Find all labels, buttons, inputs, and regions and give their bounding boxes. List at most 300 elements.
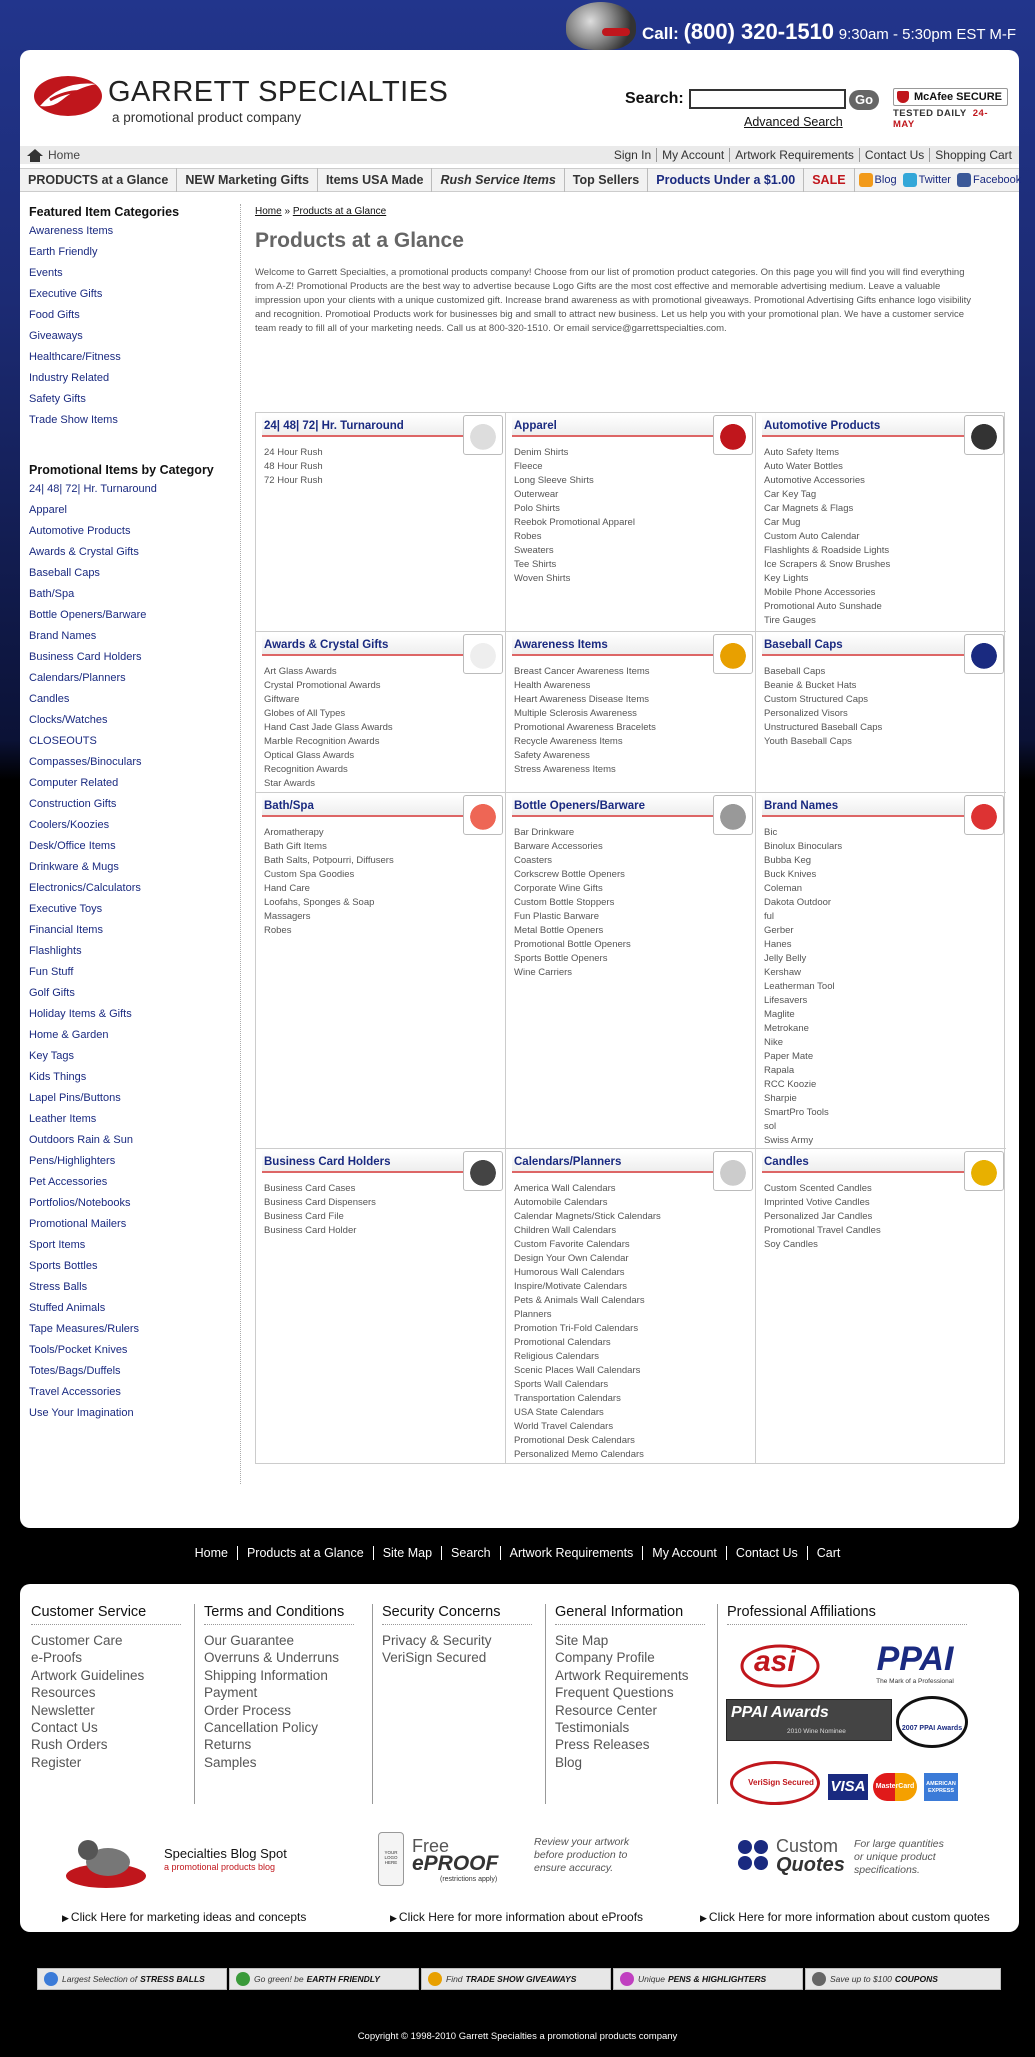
sidebar-item-home-garden[interactable]: Home & Garden xyxy=(29,1029,109,1041)
sidebar-item-totes-bags-duffels[interactable]: Totes/Bags/Duffels xyxy=(29,1365,121,1377)
affiliations-column xyxy=(727,1604,967,1633)
category-item-link[interactable]: Business Card File xyxy=(264,1211,344,1222)
category-item-link[interactable]: Sports Bottle Openers xyxy=(514,953,608,964)
sidebar-item-closeouts[interactable]: CLOSEOUTS xyxy=(29,735,97,747)
logo-subtitle: a promotional product company xyxy=(112,110,302,125)
category-item-link[interactable]: 72 Hour Rush xyxy=(264,475,323,486)
asi-text: asi xyxy=(754,1645,796,1678)
category-item-link[interactable]: Dakota Outdoor xyxy=(764,897,832,908)
footer-column-separator xyxy=(194,1604,195,1804)
sidebar-item-coolers-koozies[interactable]: Coolers/Koozies xyxy=(29,819,110,831)
footer-link-payment[interactable]: Payment xyxy=(204,1685,258,1701)
category-item-link[interactable]: Long Sleeve Shirts xyxy=(514,475,594,486)
category-item-link[interactable]: ful xyxy=(764,911,775,922)
footer-link-order-process[interactable]: Order Process xyxy=(204,1702,292,1718)
sidebar-item-financial-items[interactable]: Financial Items xyxy=(29,924,103,936)
category-item-link[interactable]: Flashlights & Roadside Lights xyxy=(764,545,890,556)
category-item-link[interactable]: Loofahs, Sponges & Soap xyxy=(264,897,375,908)
category-card-title[interactable]: Awareness Items xyxy=(512,634,749,656)
nav-under-a-dollar[interactable]: Products Under a $1.00 xyxy=(648,168,804,192)
footer-link-overruns-underruns[interactable]: Overruns & Underruns xyxy=(204,1650,340,1666)
category-item-link[interactable]: Coasters xyxy=(514,855,553,866)
footer-link-site-map[interactable]: Site Map xyxy=(555,1633,609,1648)
footer-nav-cart[interactable]: Cart xyxy=(807,1546,850,1560)
category-item-link[interactable]: Auto Water Bottles xyxy=(764,461,843,472)
category-card xyxy=(256,413,506,632)
category-item-link[interactable]: Coleman xyxy=(764,883,803,894)
category-item-link[interactable]: Promotional Awareness Bracelets xyxy=(514,722,656,733)
category-item-link[interactable]: Sharpie xyxy=(764,1093,797,1104)
home-icon xyxy=(26,149,44,162)
category-item-link[interactable]: Business Card Cases xyxy=(264,1183,356,1194)
sidebar-item-travel-accessories[interactable]: Travel Accessories xyxy=(29,1386,121,1398)
category-item-link[interactable]: Imprinted Votive Candles xyxy=(764,1197,870,1208)
search-go-button[interactable]: Go xyxy=(849,90,879,110)
sidebar-item-baseball-caps[interactable]: Baseball Caps xyxy=(29,567,100,579)
category-item-link[interactable]: Transportation Calendars xyxy=(514,1393,621,1404)
ribbons-thumb[interactable] xyxy=(713,634,753,674)
category-item-link[interactable]: Automobile Calendars xyxy=(514,1197,608,1208)
category-item-link[interactable]: Ice Scrapers & Snow Brushes xyxy=(764,559,891,570)
category-item-link[interactable]: Corkscrew Bottle Openers xyxy=(514,869,625,880)
mastercard-logo: MasterCard xyxy=(873,1773,917,1801)
sidebar-item-golf-gifts[interactable]: Golf Gifts xyxy=(29,987,75,999)
category-item-link[interactable]: Crystal Promotional Awards xyxy=(264,680,381,691)
sidebar-item-tape-measures-rulers[interactable]: Tape Measures/Rulers xyxy=(29,1323,140,1335)
category-item-link[interactable]: Maglite xyxy=(764,1009,795,1020)
sidebar-item-safety-gifts[interactable]: Safety Gifts xyxy=(29,393,86,405)
category-item-link[interactable]: Tee Shirts xyxy=(514,559,557,570)
category-item-link[interactable]: Business Card Dispensers xyxy=(264,1197,376,1208)
ppai-2007-badge[interactable] xyxy=(896,1696,968,1748)
category-item-link[interactable]: Bar Drinkware xyxy=(514,827,575,838)
category-card-title[interactable]: Automotive Products xyxy=(762,415,1000,437)
sidebar-item-leather-items[interactable]: Leather Items xyxy=(29,1113,97,1125)
sidebar-item-flashlights[interactable]: Flashlights xyxy=(29,945,82,957)
asi-logo[interactable] xyxy=(740,1642,832,1690)
content-area xyxy=(255,206,1005,336)
category-item-link[interactable]: Barware Accessories xyxy=(514,841,603,852)
footer-link-newsletter[interactable]: Newsletter xyxy=(31,1702,95,1718)
footer-link-contact-us[interactable]: Contact Us xyxy=(31,1719,98,1735)
home-link[interactable] xyxy=(26,148,80,162)
sidebar-item-lapel-pins-buttons[interactable]: Lapel Pins/Buttons xyxy=(29,1092,121,1104)
category-item-link[interactable]: Religious Calendars xyxy=(514,1351,600,1362)
sidebar-item-sport-items[interactable]: Sport Items xyxy=(29,1239,86,1251)
sidebar-item-fun-stuff[interactable]: Fun Stuff xyxy=(29,966,74,978)
category-item-link[interactable]: Bath Salts, Potpourri, Diffusers xyxy=(264,855,394,866)
category-item-link[interactable]: sol xyxy=(764,1121,777,1132)
category-item-link[interactable]: Outerwear xyxy=(514,489,559,500)
facebook-link[interactable] xyxy=(957,173,1021,187)
footer-link-customer-care[interactable]: Customer Care xyxy=(31,1633,123,1648)
util-link-my-account[interactable]: My Account xyxy=(656,148,729,162)
sidebar-item-use-your-imagination[interactable]: Use Your Imagination xyxy=(29,1407,134,1419)
blog-promo[interactable] xyxy=(64,1832,304,1892)
category-item-link[interactable]: Leatherman Tool xyxy=(764,981,835,992)
category-item-link[interactable]: Health Awareness xyxy=(514,680,591,691)
footer-link-company-profile[interactable]: Company Profile xyxy=(555,1650,655,1666)
footer-link-our-guarantee[interactable]: Our Guarantee xyxy=(204,1633,295,1648)
footer-link-resource-center[interactable]: Resource Center xyxy=(555,1702,658,1718)
eproof-promo[interactable] xyxy=(378,1832,678,1892)
utility-links xyxy=(609,148,1017,162)
blog-click-link[interactable]: ▶ Click Here for marketing ideas and concepts xyxy=(62,1910,306,1924)
sidebar-item-holiday-items-gifts[interactable]: Holiday Items & Gifts xyxy=(29,1008,132,1020)
category-item-link[interactable]: Business Card Holder xyxy=(264,1225,357,1236)
category-item-link[interactable]: Woven Shirts xyxy=(514,573,571,584)
verisign-badge[interactable] xyxy=(730,1761,820,1805)
category-item-link[interactable]: Mobile Phone Accessories xyxy=(764,587,876,598)
footer-link-artwork-guidelines[interactable]: Artwork Guidelines xyxy=(31,1667,145,1683)
category-item-link[interactable]: Car Mug xyxy=(764,517,801,528)
category-item-link[interactable]: Key Lights xyxy=(764,573,809,584)
footer-link-frequent-questions[interactable]: Frequent Questions xyxy=(555,1685,674,1701)
spa-thumb[interactable] xyxy=(463,795,503,835)
category-item-link[interactable]: Breast Cancer Awareness Items xyxy=(514,666,650,677)
advanced-search-link[interactable]: Advanced Search xyxy=(744,115,843,129)
sidebar-item-electronics-calculators[interactable]: Electronics/Calculators xyxy=(29,882,141,894)
category-item-link[interactable]: SmartPro Tools xyxy=(764,1107,829,1118)
footer-link-privacy-security[interactable]: Privacy & Security xyxy=(382,1633,492,1648)
nav-items-usa-made[interactable]: Items USA Made xyxy=(318,168,432,192)
footer-link-e-proofs[interactable]: e-Proofs xyxy=(31,1650,83,1666)
sidebar-item-awareness-items[interactable]: Awareness Items xyxy=(29,225,114,237)
category-item-link[interactable]: Fun Plastic Barware xyxy=(514,911,600,922)
search-input[interactable] xyxy=(689,89,846,109)
category-item-link[interactable]: Paper Mate xyxy=(764,1051,814,1062)
category-item-link[interactable]: Buck Knives xyxy=(764,869,817,880)
banner-coupons[interactable] xyxy=(805,1968,1001,1990)
category-item-link[interactable]: Unstructured Baseball Caps xyxy=(764,722,883,733)
category-item-link[interactable]: Jelly Belly xyxy=(764,953,807,964)
candle-thumb[interactable] xyxy=(964,1151,1004,1191)
category-item-link[interactable]: USA State Calendars xyxy=(514,1407,604,1418)
mcafee-badge[interactable] xyxy=(893,88,1008,130)
category-item-link[interactable]: Denim Shirts xyxy=(514,447,569,458)
footer-nav-my-account[interactable]: My Account xyxy=(642,1546,726,1560)
category-item-link[interactable]: Binolux Binoculars xyxy=(764,841,843,852)
category-card-items xyxy=(264,1183,505,1239)
category-item-link[interactable]: Custom Spa Goodies xyxy=(264,869,355,880)
category-item-link[interactable]: Design Your Own Calendar xyxy=(514,1253,629,1264)
category-item-link[interactable]: Youth Baseball Caps xyxy=(764,736,852,747)
sidebar-item-computer-related[interactable]: Computer Related xyxy=(29,777,119,789)
card-holder-thumb[interactable] xyxy=(463,1151,503,1191)
category-item-link[interactable]: Hand Cast Jade Glass Awards xyxy=(264,722,393,733)
category-item-link[interactable]: RCC Koozie xyxy=(764,1079,817,1090)
category-item-link[interactable]: America Wall Calendars xyxy=(514,1183,616,1194)
banner-bold: PENS & HIGHLIGHTERS xyxy=(667,1974,767,1984)
category-item-link[interactable]: 24 Hour Rush xyxy=(264,447,323,458)
category-card-title[interactable]: 24| 48| 72| Hr. Turnaround xyxy=(262,415,499,437)
footer-nav-site-map[interactable]: Site Map xyxy=(373,1546,441,1560)
util-link-shopping-cart[interactable]: Shopping Cart xyxy=(929,148,1017,162)
category-item-link[interactable]: Stress Awareness Items xyxy=(514,764,616,775)
category-item-link[interactable]: Kershaw xyxy=(764,967,801,978)
ppai-logo[interactable] xyxy=(865,1640,965,1690)
phone-line xyxy=(642,19,1016,45)
footer-link-register[interactable]: Register xyxy=(31,1754,82,1770)
category-item-link[interactable]: Automotive Accessories xyxy=(764,475,865,486)
category-item-link[interactable]: Promotional Desk Calendars xyxy=(514,1435,635,1446)
ppai-awards-logo[interactable] xyxy=(726,1699,892,1741)
sidebar-item-trade-show-items[interactable]: Trade Show Items xyxy=(29,414,118,426)
category-item-link[interactable]: Gerber xyxy=(764,925,794,936)
category-item-link[interactable]: Promotional Bottle Openers xyxy=(514,939,631,950)
sidebar-item-promotional-mailers[interactable]: Promotional Mailers xyxy=(29,1218,127,1230)
opener-thumb[interactable] xyxy=(713,795,753,835)
category-item-link[interactable]: Custom Scented Candles xyxy=(764,1183,872,1194)
category-item-link[interactable]: Multiple Sclerosis Awareness xyxy=(514,708,637,719)
footer-link-testimonials[interactable]: Testimonials xyxy=(555,1719,630,1735)
category-item-link[interactable]: Promotional Calendars xyxy=(514,1337,611,1348)
phone-number[interactable]: (800) 320-1510 xyxy=(683,19,835,44)
category-item-link[interactable]: Custom Bottle Stoppers xyxy=(514,897,615,908)
footer-link-rush-orders[interactable]: Rush Orders xyxy=(31,1737,108,1753)
category-item-link[interactable]: 48 Hour Rush xyxy=(264,461,323,472)
quotes-click-link[interactable]: ▶ Click Here for more information about custom quotes xyxy=(700,1910,990,1924)
category-item-link[interactable]: Personalized Memo Calendars xyxy=(514,1449,644,1460)
clock-thumb[interactable] xyxy=(463,415,503,455)
category-item-link[interactable]: Nike xyxy=(764,1037,784,1048)
category-item-link[interactable]: Robes xyxy=(514,531,542,542)
category-card-title[interactable]: Candles xyxy=(762,1151,1000,1173)
nav-top-sellers[interactable]: Top Sellers xyxy=(565,168,648,192)
eproof-click-link[interactable]: ▶ Click Here for more information about eProofs xyxy=(390,1910,643,1924)
sidebar-item-events[interactable]: Events xyxy=(29,267,63,279)
footer-column-general-information xyxy=(555,1604,705,1772)
sidebar-item-executive-gifts[interactable]: Executive Gifts xyxy=(29,288,103,300)
breadcrumb-home[interactable]: Home xyxy=(255,206,282,217)
banner-bold: STRESS BALLS xyxy=(140,1974,205,1984)
category-item-link[interactable]: Sweaters xyxy=(514,545,554,556)
category-item-link[interactable]: Custom Structured Caps xyxy=(764,694,869,705)
category-item-link[interactable]: Metal Bottle Openers xyxy=(514,925,604,936)
sidebar-item-candles[interactable]: Candles xyxy=(29,693,70,705)
category-card-title[interactable]: Brand Names xyxy=(762,795,1000,817)
category-card-items xyxy=(764,447,1006,629)
util-link-sign-in[interactable]: Sign In xyxy=(613,148,652,162)
calendar-thumb[interactable] xyxy=(713,1151,753,1191)
sidebar-item-apparel[interactable]: Apparel xyxy=(29,504,67,516)
crystal-award-thumb[interactable] xyxy=(463,634,503,674)
category-item-link[interactable]: Scenic Places Wall Calendars xyxy=(514,1365,641,1376)
category-item-link[interactable]: Pets & Animals Wall Calendars xyxy=(514,1295,645,1306)
category-item-link[interactable]: Swiss Army xyxy=(764,1135,814,1146)
category-item-link[interactable]: Calendar Magnets/Stick Calendars xyxy=(514,1211,661,1222)
cap-thumb[interactable] xyxy=(964,634,1004,674)
copyright: Copyright © 1998-2010 Garrett Specialties a promotional products company xyxy=(357,2031,678,2042)
util-link-contact-us[interactable]: Contact Us xyxy=(859,148,929,162)
category-card-title[interactable]: Calendars/Planners xyxy=(512,1151,749,1173)
category-item-link[interactable]: Fleece xyxy=(514,461,543,472)
logo-swoosh-icon[interactable] xyxy=(32,70,104,118)
footer-column-heading: Terms and Conditions xyxy=(204,1604,354,1625)
footer-link-samples[interactable]: Samples xyxy=(204,1754,257,1770)
sidebar-item-drinkware-mugs[interactable]: Drinkware & Mugs xyxy=(29,861,119,873)
footer-column-security-concerns xyxy=(382,1604,532,1668)
sidebar-item-desk-office-items[interactable]: Desk/Office Items xyxy=(29,840,116,852)
sidebar-item-food-gifts[interactable]: Food Gifts xyxy=(29,309,80,321)
sidebar-item-earth-friendly[interactable]: Earth Friendly xyxy=(29,246,98,258)
nav-products-at-a-glance[interactable]: PRODUCTS at a Glance xyxy=(20,168,177,192)
banner-trade-show-giveaways[interactable] xyxy=(421,1968,611,1990)
footer-nav-home[interactable]: Home xyxy=(194,1546,228,1560)
category-item-link[interactable]: Recycle Awareness Items xyxy=(514,736,623,747)
sidebar-item-executive-toys[interactable]: Executive Toys xyxy=(29,903,103,915)
sidebar-item-business-card-holders[interactable]: Business Card Holders xyxy=(29,651,142,663)
category-card-title[interactable]: Business Card Holders xyxy=(262,1151,499,1173)
nav-new-marketing-gifts[interactable]: NEW Marketing Gifts xyxy=(177,168,318,192)
footer-link-blog[interactable]: Blog xyxy=(555,1754,583,1770)
footer-nav-artwork-requirements[interactable]: Artwork Requirements xyxy=(500,1546,643,1560)
category-item-link[interactable]: Humorous Wall Calendars xyxy=(514,1267,625,1278)
category-item-link[interactable]: Heart Awareness Disease Items xyxy=(514,694,649,705)
sidebar-item-awards-crystal-gifts[interactable]: Awards & Crystal Gifts xyxy=(29,546,139,558)
twitter-link[interactable] xyxy=(903,173,951,187)
category-card xyxy=(256,793,506,1149)
logo-title[interactable]: GARRETT SPECIALTIES xyxy=(108,76,449,108)
category-item-link[interactable]: Custom Auto Calendar xyxy=(764,531,860,542)
sidebar-item-automotive-products[interactable]: Automotive Products xyxy=(29,525,131,537)
category-item-link[interactable]: World Travel Calendars xyxy=(514,1421,614,1432)
banner-stress-balls[interactable] xyxy=(37,1968,227,1990)
brand-thumb[interactable] xyxy=(964,795,1004,835)
category-item-link[interactable]: Soy Candles xyxy=(764,1239,818,1250)
sidebar-item-outdoors-rain-sun[interactable]: Outdoors Rain & Sun xyxy=(29,1134,133,1146)
category-item-link[interactable]: Hanes xyxy=(764,939,792,950)
category-item-link[interactable]: Optical Glass Awards xyxy=(264,750,355,761)
category-item-link[interactable]: Rapala xyxy=(764,1065,795,1076)
footer-link-resources[interactable]: Resources xyxy=(31,1685,96,1701)
category-item-link[interactable]: Massagers xyxy=(264,911,311,922)
sidebar-item-industry-related[interactable]: Industry Related xyxy=(29,372,110,384)
footer-link-cancellation-policy[interactable]: Cancellation Policy xyxy=(204,1719,319,1735)
category-item-link[interactable]: Auto Safety Items xyxy=(764,447,839,458)
category-card-title[interactable]: Baseball Caps xyxy=(762,634,1000,656)
eproof-logo-box: YOUR LOGO HERE xyxy=(384,1850,398,1865)
category-item-link[interactable]: Giftware xyxy=(264,694,300,705)
category-item-link[interactable]: Art Glass Awards xyxy=(264,666,337,677)
category-item-link[interactable]: Personalized Jar Candles xyxy=(764,1211,873,1222)
category-item-link[interactable]: Lifesavers xyxy=(764,995,808,1006)
featured-list xyxy=(29,225,229,435)
breadcrumb-current[interactable]: Products at a Glance xyxy=(292,206,387,217)
category-item-link[interactable]: Safety Awareness xyxy=(514,750,590,761)
sidebar-item-tools-pocket-knives[interactable]: Tools/Pocket Knives xyxy=(29,1344,128,1356)
category-item-link[interactable]: Car Magnets & Flags xyxy=(764,503,854,514)
category-item-link[interactable]: Promotional Travel Candles xyxy=(764,1225,881,1236)
footer-link-shipping-information[interactable]: Shipping Information xyxy=(204,1667,328,1683)
category-item-link[interactable]: Promotional Auto Sunshade xyxy=(764,601,882,612)
category-item-link[interactable]: Reebok Promotional Apparel xyxy=(514,517,635,528)
nav-sale[interactable]: SALE xyxy=(804,168,854,192)
category-item-link[interactable]: Sports Wall Calendars xyxy=(514,1379,609,1390)
category-item-link[interactable]: Wine Carriers xyxy=(514,967,573,978)
footer-nav-search[interactable]: Search xyxy=(441,1546,500,1560)
sidebar-item-portfolios-notebooks[interactable]: Portfolios/Notebooks xyxy=(29,1197,131,1209)
ppai-awards-text: PPAI Awards xyxy=(731,1704,829,1721)
category-card-title[interactable]: Bottle Openers/Barware xyxy=(512,795,749,817)
sidebar-item-compasses-binoculars[interactable]: Compasses/Binoculars xyxy=(29,756,142,768)
quotes-promo[interactable] xyxy=(738,1836,978,1886)
sidebar-item-healthcare-fitness[interactable]: Healthcare/Fitness xyxy=(29,351,121,363)
footer-link-verisign-secured[interactable]: VeriSign Secured xyxy=(382,1650,487,1666)
sidebar-item-key-tags[interactable]: Key Tags xyxy=(29,1050,75,1062)
sidebar-item-stress-balls[interactable]: Stress Balls xyxy=(29,1281,88,1293)
category-item-link[interactable]: Hand Care xyxy=(264,883,310,894)
category-item-link[interactable]: Tire Gauges xyxy=(764,615,816,626)
category-item-link[interactable]: Planners xyxy=(514,1309,552,1320)
sidebar-item-stuffed-animals[interactable]: Stuffed Animals xyxy=(29,1302,106,1314)
category-item-link[interactable]: Marble Recognition Awards xyxy=(264,736,380,747)
footer-link-returns[interactable]: Returns xyxy=(204,1737,252,1753)
banner-pens-highlighters[interactable] xyxy=(613,1968,803,1990)
category-item-link[interactable]: Bubba Keg xyxy=(764,855,812,866)
sidebar-item-24-48-72-hr-turnaround[interactable]: 24| 48| 72| Hr. Turnaround xyxy=(29,483,157,495)
footer-nav-contact-us[interactable]: Contact Us xyxy=(726,1546,807,1560)
sidebar-item-sports-bottles[interactable]: Sports Bottles xyxy=(29,1260,98,1272)
footer-column-heading: Security Concerns xyxy=(382,1604,532,1625)
footer-link-artwork-requirements[interactable]: Artwork Requirements xyxy=(555,1667,689,1683)
blog-link[interactable] xyxy=(859,173,897,187)
category-item-link[interactable]: Robes xyxy=(264,925,292,936)
category-item-link[interactable]: Inspire/Motivate Calendars xyxy=(514,1281,627,1292)
call-label: Call: xyxy=(642,24,679,43)
category-item-link[interactable]: Beanie & Bucket Hats xyxy=(764,680,857,691)
category-item-link[interactable]: Corporate Wine Gifts xyxy=(514,883,603,894)
category-item-link[interactable]: Bath Gift Items xyxy=(264,841,327,852)
sidebar-item-bottle-openers-barware[interactable]: Bottle Openers/Barware xyxy=(29,609,147,621)
category-item-link[interactable]: Recognition Awards xyxy=(264,764,348,775)
category-item-link[interactable]: Car Key Tag xyxy=(764,489,817,500)
category-item-link[interactable]: Custom Favorite Calendars xyxy=(514,1239,630,1250)
sidebar-item-brand-names[interactable]: Brand Names xyxy=(29,630,97,642)
category-card-title[interactable]: Awards & Crystal Gifts xyxy=(262,634,499,656)
category-item-link[interactable]: Metrokane xyxy=(764,1023,809,1034)
sidebar-item-construction-gifts[interactable]: Construction Gifts xyxy=(29,798,117,810)
sidebar-item-calendars-planners[interactable]: Calendars/Planners xyxy=(29,672,126,684)
sidebar-item-clocks-watches[interactable]: Clocks/Watches xyxy=(29,714,108,726)
category-item-link[interactable]: Aromatherapy xyxy=(264,827,324,838)
category-item-link[interactable]: Star Awards xyxy=(264,778,316,789)
mcafee-tested-text: TESTED DAILY xyxy=(893,108,967,119)
footer-nav-products-at-a-glance[interactable]: Products at a Glance xyxy=(237,1546,373,1560)
footer-link-press-releases[interactable]: Press Releases xyxy=(555,1737,650,1753)
category-item-link[interactable]: Bic xyxy=(764,827,778,838)
sidebar-item-kids-things[interactable]: Kids Things xyxy=(29,1071,87,1083)
category-item-link[interactable]: Globes of All Types xyxy=(264,708,346,719)
category-item-link[interactable]: Baseball Caps xyxy=(764,666,826,677)
category-item-link[interactable]: Children Wall Calendars xyxy=(514,1225,617,1236)
category-item-link[interactable]: Personalized Visors xyxy=(764,708,848,719)
category-card-title[interactable]: Bath/Spa xyxy=(262,795,499,817)
sidebar-item-pet-accessories[interactable]: Pet Accessories xyxy=(29,1176,108,1188)
footer-column-separator xyxy=(545,1604,546,1804)
category-item-link[interactable]: Promotion Tri-Fold Calendars xyxy=(514,1323,639,1334)
banner-earth-friendly[interactable] xyxy=(229,1968,419,1990)
util-link-artwork-requirements[interactable]: Artwork Requirements xyxy=(729,148,859,162)
sidebar-item-bath-spa[interactable]: Bath/Spa xyxy=(29,588,75,600)
nav-rush-service[interactable]: Rush Service Items xyxy=(432,168,564,192)
shirts-thumb[interactable] xyxy=(713,415,753,455)
sidebar-item-pens-highlighters[interactable]: Pens/Highlighters xyxy=(29,1155,116,1167)
category-item-link[interactable]: Polo Shirts xyxy=(514,503,560,514)
tire-gauge-thumb[interactable] xyxy=(964,415,1004,455)
category-card-title[interactable]: Apparel xyxy=(512,415,749,437)
sidebar-item-giveaways[interactable]: Giveaways xyxy=(29,330,83,342)
